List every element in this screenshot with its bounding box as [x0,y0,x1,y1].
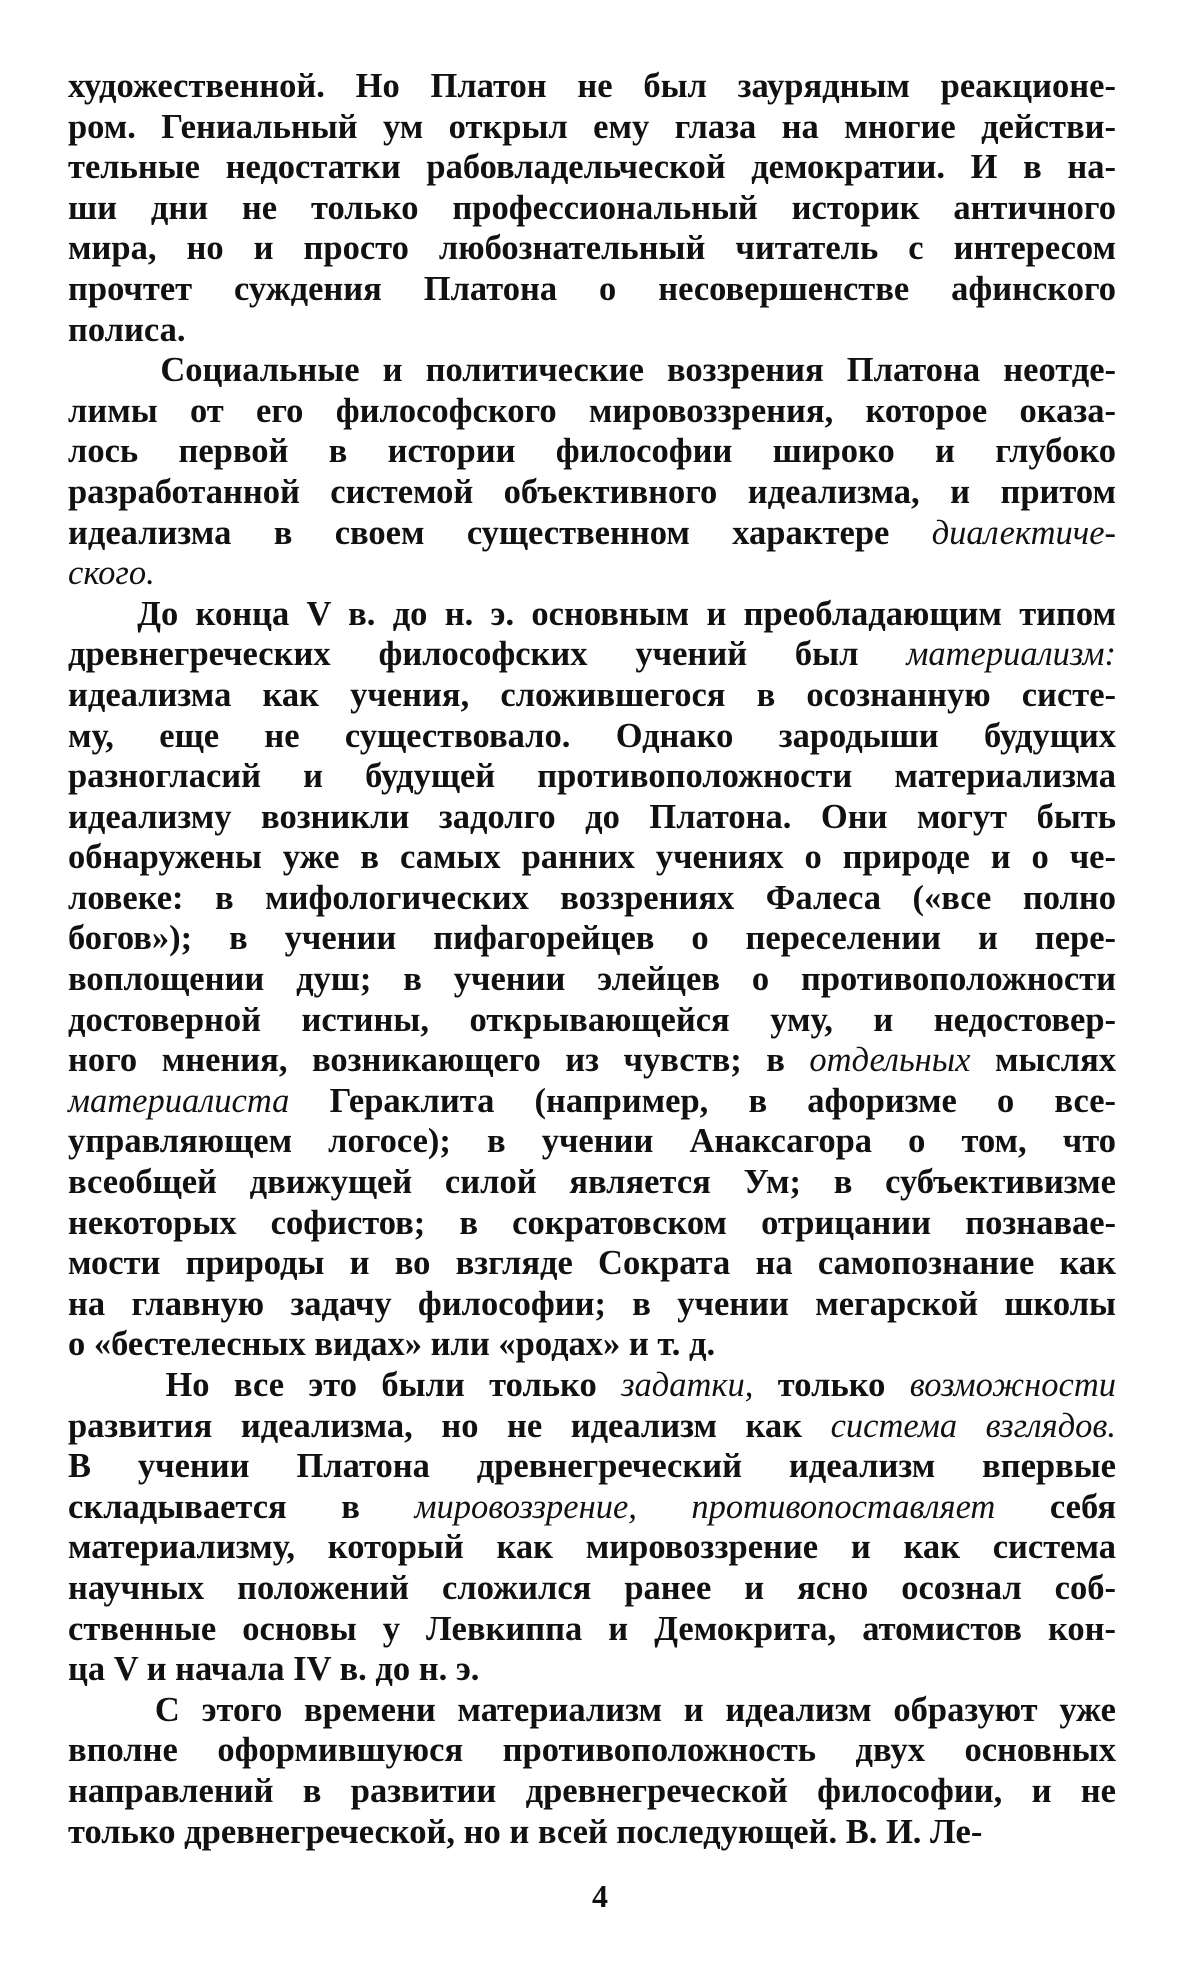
text-segment: ного мнения, возникающего из чувств; в [68,1041,810,1080]
italic-text: материалиста [68,1081,290,1120]
text-segment: мыслях [970,1041,1116,1080]
italic-text: ского. [68,554,155,593]
text-segment: всеобщей движущей силой является Ум; в субъективизме [68,1163,1116,1202]
text-line [68,310,1116,351]
text-line [68,1243,1116,1284]
text-segment: ром. Гениальный ум открыл ему глаза на многие действи- [68,107,1116,146]
text-line [68,756,1116,797]
italic-text: диалектиче- [931,513,1116,552]
text-line [68,513,1116,554]
text-segment: мости природы и во взгляде Сократа на самопознание как [68,1244,1116,1283]
text-line [68,594,1116,635]
text-segment: прочтет суждения Платона о несовершенстве афинского [68,269,1116,308]
text-segment: на главную задачу философии; в учении мегарской школы [68,1284,1116,1323]
text-segment: Гераклита (например, в афоризме о все- [289,1081,1116,1120]
text-segment: разногласий и будущей противоположности материализма [68,757,1116,796]
text-line [68,878,1116,919]
text-line [68,1568,1116,1609]
text-line [68,1324,1116,1365]
text-segment: достоверной истины, открывающейся уму, и недостовер- [68,1000,1116,1039]
text-line [68,1406,1116,1447]
text-segment: о «бестелесных видах» или «родах» и т. д. [68,1325,716,1364]
text-segment: ловеке: в мифологических воззрениях Фалеса («все полно [68,878,1116,917]
text-segment: некоторых софистов; в сократовском отрицании познавае- [68,1203,1116,1242]
text-segment: складывается в [68,1487,415,1526]
text-segment: В учении Платона древнегреческий идеализм впервые [68,1447,1116,1486]
text-segment: только [753,1366,910,1404]
text-line [68,1365,1116,1406]
text-segment: управляющем логосе); в учении Анаксагора о том, что [68,1122,1116,1161]
italic-text: задатки, [621,1366,754,1404]
paragraph [68,350,1116,594]
text-line [68,1081,1116,1122]
text-line [68,350,1116,391]
text-line [68,675,1116,716]
italic-text: отдельных [809,1041,971,1080]
text-segment: обнаружены уже в самых ранних учениях о природе и о че- [68,838,1116,877]
text-line [68,1812,1116,1853]
italic-text: материализм: [906,635,1116,674]
text-segment: До конца V в. до н. э. основным и преобладающим типом [68,594,1116,633]
text-segment: полиса. [68,310,186,349]
text-segment: разработанной системой объективного идеализма, и притом [68,472,1116,511]
text-line [68,1446,1116,1487]
text-segment: научных положений сложился ранее и ясно осознал соб- [68,1568,1116,1607]
text-line [68,1527,1116,1568]
text-segment: идеализма как учения, сложившегося в осознанную систе- [68,675,1116,714]
text-line [68,553,1116,594]
italic-text: мировоззрение, противопоставляет [414,1487,996,1526]
text-segment: себя [995,1487,1117,1526]
text-segment: развития идеализма, но не идеализм как [68,1406,831,1445]
text-segment: ши дни не только профессиональный историк античного [68,188,1116,227]
text-line [68,634,1116,675]
text-line [68,472,1116,513]
text-line [68,1284,1116,1325]
text-line [68,107,1116,148]
text-line [68,1609,1116,1650]
text-segment: ца V и начала IV в. до н. э. [68,1650,480,1689]
text-line [68,918,1116,959]
text-line [68,1000,1116,1041]
text-line [68,66,1116,107]
page-number: 4 [592,1878,608,1914]
text-line [68,1121,1116,1162]
text-line [68,837,1116,878]
text-line [68,1040,1116,1081]
text-segment: направлений в развитии древнегреческой философии, и не [68,1771,1116,1810]
text-segment: идеализма в своем существенном характере [68,513,932,552]
paragraph [68,66,1116,350]
text-line [68,716,1116,757]
text-segment: воплощении душ; в учении элейцев о противоположности [68,960,1116,999]
page-body [68,66,1116,1852]
text-line [68,228,1116,269]
paragraph [68,1365,1116,1690]
italic-text: возможности [909,1366,1116,1404]
text-segment: мира, но и просто любознательный читатель с интересом [68,229,1116,268]
text-segment: С этого времени материализм и идеализм образуют уже [68,1690,1116,1729]
text-line [68,1162,1116,1203]
text-line [68,391,1116,432]
text-line [68,431,1116,472]
text-line [68,269,1116,310]
text-line [68,959,1116,1000]
text-line [68,1203,1116,1244]
text-line [68,147,1116,188]
text-line [68,1690,1116,1731]
text-line [68,797,1116,838]
text-segment: вполне оформившуюся противоположность двух основных [68,1731,1116,1770]
text-segment: лось первой в истории философии широко и глубоко [68,432,1116,471]
text-segment: Но все это были только [68,1366,622,1404]
text-segment: древнегреческих философских учений был [68,635,907,674]
text-line [68,1771,1116,1812]
text-line [68,188,1116,229]
text-segment: Социальные и политические воззрения Платона неотде- [68,351,1116,390]
text-segment: му, еще не существовало. Однако зародыши будущих [68,716,1116,755]
text-segment: художественной. Но Платон не был заурядным реакционе- [68,67,1116,105]
text-segment: идеализму возникли задолго до Платона. Они могут быть [68,797,1116,836]
text-segment: лимы от его философского мировоззрения, которое оказа- [68,391,1116,430]
text-line [68,1730,1116,1771]
text-segment: материализму, который как мировоззрение и как система [68,1528,1116,1567]
text-segment: только древнегреческой, но и всей последующей. В. И. Ле- [68,1812,983,1851]
paragraph [68,594,1116,1365]
paragraph [68,1690,1116,1852]
text-line [68,1649,1116,1690]
text-line [68,1487,1116,1528]
text-segment: богов»); в учении пифагорейцев о переселении и пере- [68,919,1116,958]
italic-text: система взглядов. [830,1406,1116,1445]
text-segment: тельные недостатки рабовладельческой демократии. И в на- [68,148,1116,187]
text-segment: ственные основы у Левкиппа и Демокрита, атомистов кон- [68,1609,1116,1648]
